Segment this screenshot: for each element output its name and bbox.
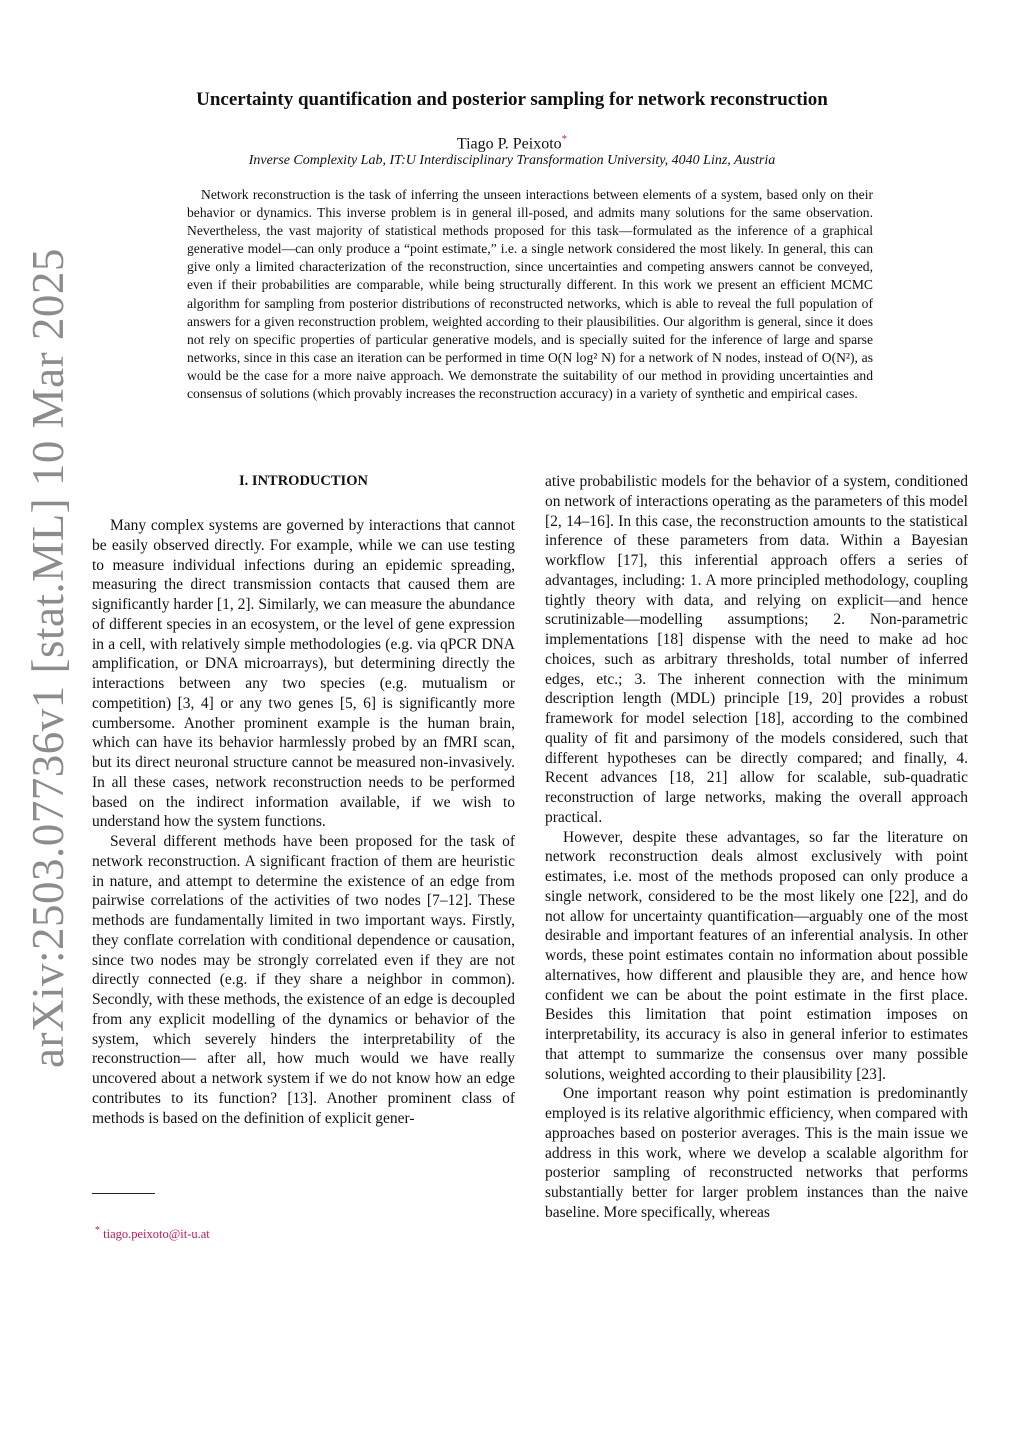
author-footnote-mark[interactable]: * [561,133,568,145]
footnote-rule [92,1193,155,1194]
abstract: Network reconstruction is the task of inferring the unseen interactions between elements of a system, based only on their behavior or dynamics. This inverse problem is in general ill-posed, and admits many solutions for the same observation. Nevertheless, the vast majority of statistical methods proposed for this task—formulated as the inference of a graphical generative model—can only produce a “point estimate,” i.e. a single network considered the most likely. In general, this can give only a limited characterization of the reconstruction, since uncertainties and competing answers cannot be conveyed, even if their probabilities are comparable, while being structurally different. In this work we present an efficient MCMC algorithm for sampling from posterior distributions of reconstructed networks, which is able to reveal the full population of answers for a given reconstruction problem, weighted according to their plausibilities. Our algorithm is general, since it does not rely on specific properties of particular generative models, and is specially suited for the inference of large and sparse networks, since in this case an iteration can be performed in time O(N log² N) for a network of N nodes, instead of O(N²), as would be the case for a more naive approach. We demonstrate the suitability of our method in providing uncertainties and consensus of solutions (which provably increases the reconstruction accuracy) in a variety of synthetic and empirical cases. [187,187,873,402]
paragraph: Many complex systems are governed by interactions that cannot be easily observed directly. For example, while we can use testing to measure individual infections during an epidemic spreading, measuring the direct transmission contacts that caused them are significantly harder [1, 2]. Similarly, we can measure the abundance of different species in an ecosystem, or the level of gene expression in a cell, with relatively simple methodologies (e.g. via qPCR DNA amplification, or DNA microarrays), but determining directly the interactions between any two species (e.g. mutualism or competition) [3, 4] or any two genes [5, 6] is significantly more cumbersome. Another prominent example is the human brain, which can have its behavior harmlessly probed by an fMRI scan, but its direct neuronal structure cannot be measured non-invasively. In all these cases, network reconstruction needs to be performed based on the indirect information available, if we wish to understand how the system functions. [92,517,515,831]
paper-title: Uncertainty quantification and posterior sampling for network reconstruction [196,89,828,110]
affiliation: Inverse Complexity Lab, IT:U Interdisciplinary Transformation University, 4040 Linz, Austria [248,153,776,168]
paragraph: Several different methods have been proposed for the task of network reconstruction. A significant fraction of them are heuristic in nature, and attempt to determine the existence of an edge from pairwise correlations of the activities of two nodes [7–12]. These methods are fundamentally limited in two important ways. Firstly, they conflate correlation with conditional dependence or causation, since two nodes may be strongly correlated even if they are not directly connected (e.g. if they share a neighbor in common). Secondly, with these methods, the existence of an edge is decoupled from any explicit modelling of the dynamics or behavior of the system, which severely hinders the interpretability of the reconstruction— after all, how much would we have really uncovered about a network system if we do not know how an edge contributes to its function? [13]. Another prominent class of methods is based on the definition of explicit gener- [92,833,515,1127]
paragraph: One important reason why point estimation is predominantly employed is its relative algorithmic efficiency, when compared with approaches based on posterior averages. This is the main issue we address in this work, where we develop a scalable algorithm for posterior sampling of reconstructed networks that performs substantially better for larger problem instances than the naive baseline. More specifically, whereas [545,1085,968,1221]
author-email-link[interactable]: tiago.peixoto@it-u.at [103,1227,210,1242]
footnote [95,1225,210,1242]
paragraph-continuation: ative probabilistic models for the behavior of a system, conditioned on network of interactions operating as the parameters of this model [2, 14–16]. In this case, the reconstruction amounts to the statistical inference of these parameters from data. Within a Bayesian workflow [17], this inferential approach offers a series of advantages, including: 1. A more principled methodology, coupling tightly theory with data, and relying on explicit—and hence scrutinizable—modelling assumptions; 2. Non-parametric implementations [18] dispense with the need to make ad hoc choices, such as arbitrary thresholds, total number of inferred edges, etc.; 3. The inherent connection with the minimum description length (MDL) principle [19, 20] provides a robust framework for model selection [18], according to the combined quality of fit and parsimony of the models considered, such that different hypotheses can be directly compared; and finally, 4. Recent advances [18, 21] allow for scalable, sub-quadratic reconstruction of large networks, making the overall approach practical. [545,473,968,826]
right-column [545,472,968,1223]
author-name: Tiago P. Peixoto [456,135,562,153]
author-line [0,133,1024,153]
paragraph: However, despite these advantages, so far the literature on network reconstruction deals almost exclusively with point estimates, i.e. most of the methods proposed can only produce a single network, considered to be the most likely one [22], and do not allow for uncertainty quantification—arguably one of the most desirable and important features of an inferential analysis. In other words, these point estimates contain no information about possible alternatives, how different and plausible they are, and hence how confident we can be about the point estimate in the first place. Besides this limitation that point estimation imposes on interpretability, its accuracy is also in general inferior to estimates that attempt to summarize the consensus over many possible solutions, weighted according to their plausibility [23]. [545,828,968,1083]
left-column [92,516,515,1128]
footnote-mark: * [95,1225,100,1236]
arxiv-identifier: arXiv:2503.07736v1 [stat.ML] 10 Mar 2025 [23,248,73,1068]
section-heading-introduction: I. INTRODUCTION [239,473,368,489]
